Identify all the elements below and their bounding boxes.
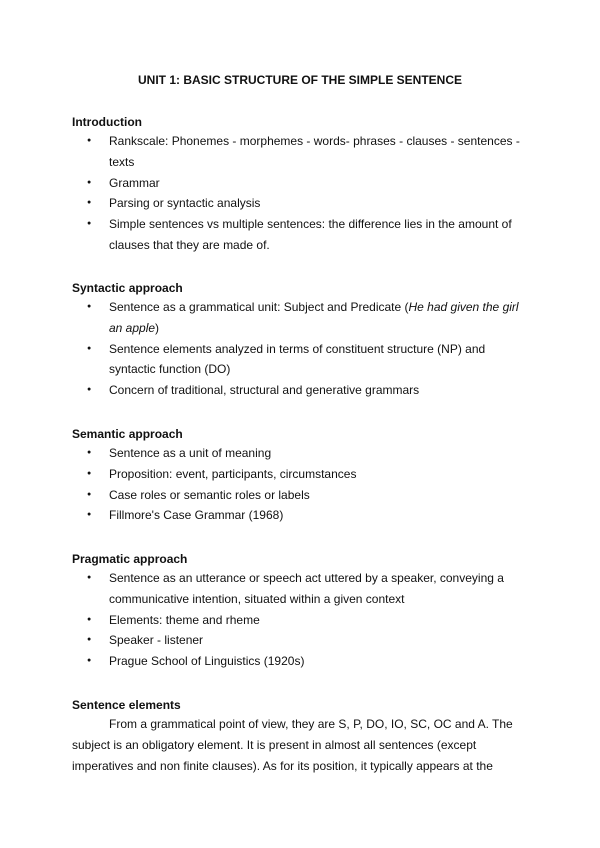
section-heading-pragmatic: Pragmatic approach — [72, 552, 188, 566]
list-item — [0, 297, 525, 339]
list-item: ● Rankscale: Phonemes - morphemes - words- phrases - clauses - sentences - texts — [0, 131, 525, 173]
list-item-text: Sentence as a grammatical unit: Subject and Predicate ( — [109, 300, 409, 314]
list-item: ● Elements: theme and rheme — [0, 610, 525, 631]
list-item: ● Grammar — [0, 173, 525, 194]
syntactic-list — [0, 297, 600, 401]
list-item: ● Prague School of Linguistics (1920s) — [0, 651, 525, 672]
list-item: ● Case roles or semantic roles or labels — [0, 485, 525, 506]
section-heading-syntactic: Syntactic approach — [72, 281, 183, 295]
example-sentence: He had given the girl an apple — [109, 300, 519, 335]
body-paragraph: From a grammatical point of view, they are S, P, DO, IO, SC, OC and A. The subject is an obligatory element. It is present in almost all sentences (except imperatives and non finite clauses). As for its position, it typically appears at the — [72, 717, 513, 773]
list-item: ● Concern of traditional, structural and generative grammars — [0, 380, 525, 401]
list-item: ● Proposition: event, participants, circumstances — [0, 464, 525, 485]
list-item: ● Sentence as an utterance or speech act uttered by a speaker, conveying a communicative intention, situated within a given context — [0, 568, 525, 610]
page-title: UNIT 1: BASIC STRUCTURE OF THE SIMPLE SENTENCE — [137, 73, 463, 87]
list-item: ● Parsing or syntactic analysis — [0, 193, 525, 214]
section-heading-introduction: Introduction — [72, 115, 142, 129]
pragmatic-list — [0, 568, 600, 672]
list-item: ● Fillmore's Case Grammar (1968) — [0, 505, 525, 526]
list-item: ● Simple sentences vs multiple sentences: the difference lies in the amount of clauses that they are made of. — [0, 214, 525, 256]
introduction-list — [0, 131, 600, 256]
list-item-text: ) — [155, 320, 160, 335]
list-item: ● Speaker - listener — [0, 630, 525, 651]
list-item: ● Sentence elements analyzed in terms of constituent structure (NP) and syntactic function (DO) — [0, 339, 525, 381]
section-heading-sentence-elements: Sentence elements — [72, 698, 181, 712]
semantic-list — [0, 443, 600, 526]
section-heading-semantic: Semantic approach — [72, 427, 183, 441]
list-item: ● Sentence as a unit of meaning — [0, 443, 525, 464]
